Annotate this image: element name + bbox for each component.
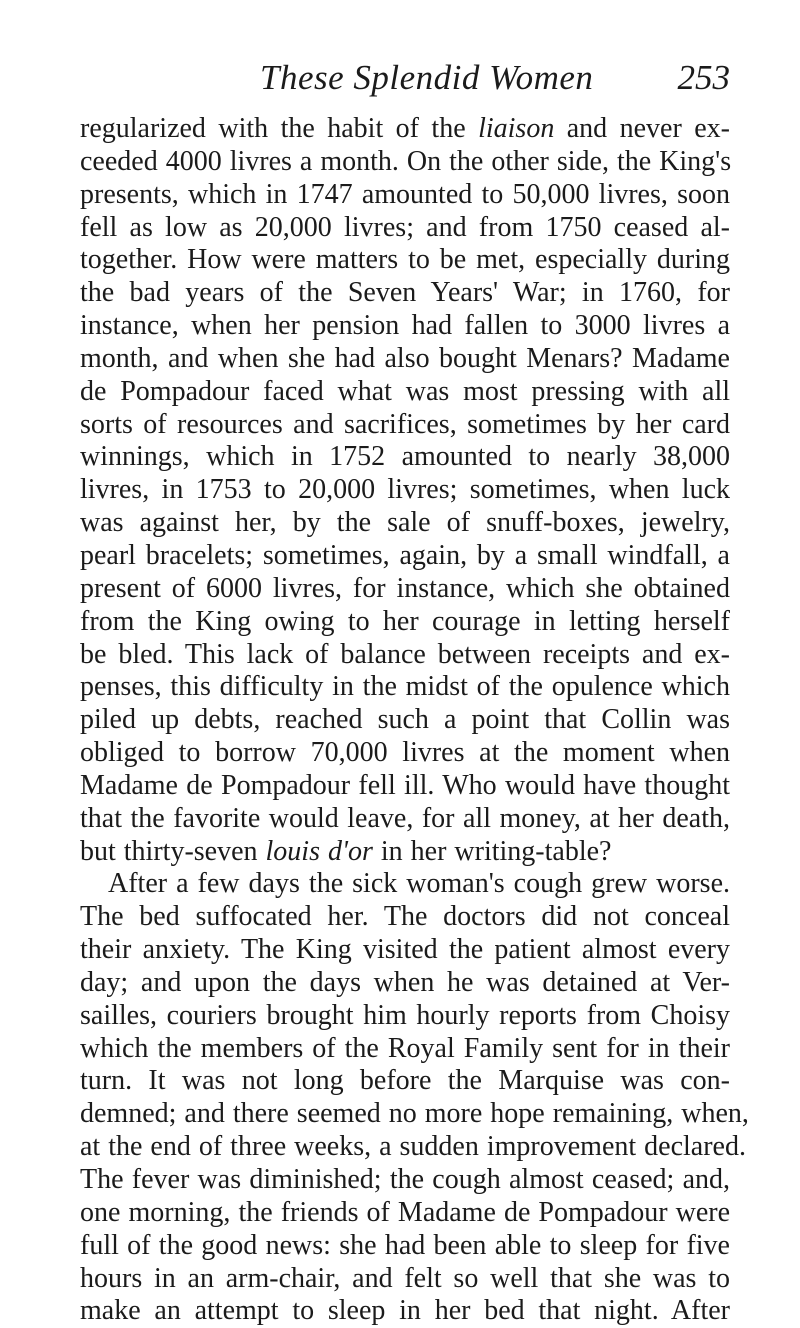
text-line: together. How were matters to be met, especially during [80, 244, 730, 276]
page-number: 253 [677, 58, 730, 97]
text-line: but thirty-seven louis d'or in her writing-table? [80, 835, 612, 867]
text-line: make an attempt to sleep in her bed that night. After [80, 1295, 730, 1327]
text-line: full of the good news: she had been able to sleep for five [80, 1229, 730, 1261]
paragraph-start-line: After a few days the sick woman's cough grew worse. [108, 868, 730, 900]
text-line: hours in an arm-chair, and felt so well that she was to [80, 1262, 730, 1294]
text-line: Madame de Pompadour fell ill. Who would have thought [80, 769, 730, 801]
text-line: regularized with the habit of the liaison and never ex- [80, 113, 731, 144]
body-text [80, 113, 749, 1328]
text-line: pearl bracelets; sometimes, again, by a small windfall, a [80, 539, 730, 571]
text-line: at the end of three weeks, a sudden improvement declared. [80, 1131, 746, 1163]
text-line: which the members of the Royal Family sent for in their [80, 1032, 730, 1064]
text-line: instance, when her pension had fallen to 3000 livres a [80, 310, 730, 342]
text-line: demned; and there seemed no more hope remaining, when, [80, 1098, 749, 1130]
text-line: de Pompadour faced what was most pressing with all [80, 375, 730, 407]
text-line: sorts of resources and sacrifices, sometimes by her card [80, 408, 730, 440]
text-line: day; and upon the days when he was detained at Ver- [80, 966, 730, 998]
text-line: present of 6000 livres, for instance, which she obtained [80, 572, 730, 604]
text-line: their anxiety. The King visited the patient almost every [80, 934, 730, 966]
text-line: The bed suffocated her. The doctors did not conceal [80, 901, 730, 933]
text-line: piled up debts, reached such a point that Collin was [80, 704, 730, 736]
text-line: fell as low as 20,000 livres; and from 1750 ceased al- [80, 211, 730, 243]
text-line: from the King owing to her courage in letting herself [80, 605, 730, 637]
text-line: The fever was diminished; the cough almost ceased; and, [80, 1164, 730, 1195]
italic-term: louis d'or [265, 835, 373, 867]
text-line: one morning, the friends of Madame de Pompadour were [80, 1196, 730, 1228]
text-line: be bled. This lack of balance between receipts and ex- [80, 638, 730, 670]
italic-term: liaison [478, 113, 555, 144]
text-line: livres, in 1753 to 20,000 livres; sometimes, when luck [80, 474, 730, 506]
text-line: obliged to borrow 70,000 livres at the moment when [80, 737, 730, 769]
text-line: was against her, by the sale of snuff-boxes, jewelry, [80, 507, 730, 539]
text-line: penses, this difficulty in the midst of the opulence which [80, 671, 730, 703]
running-head [80, 58, 730, 108]
text-line: turn. It was not long before the Marquise was con- [80, 1065, 730, 1097]
text-line: sailles, couriers brought him hourly reports from Choisy [80, 999, 730, 1031]
text-line: presents, which in 1747 amounted to 50,000 livres, soon [80, 178, 730, 210]
text-line: the bad years of the Seven Years' War; in 1760, for [80, 277, 730, 309]
text-line: month, and when she had also bought Menars? Madame [80, 342, 730, 374]
text-line: winnings, which in 1752 amounted to nearly 38,000 [80, 441, 730, 473]
text-line: ceeded 4000 livres a month. On the other side, the King's [80, 145, 732, 177]
running-title: These Splendid Women [260, 58, 594, 97]
text-line: that the favorite would leave, for all money, at her death, [80, 802, 730, 834]
